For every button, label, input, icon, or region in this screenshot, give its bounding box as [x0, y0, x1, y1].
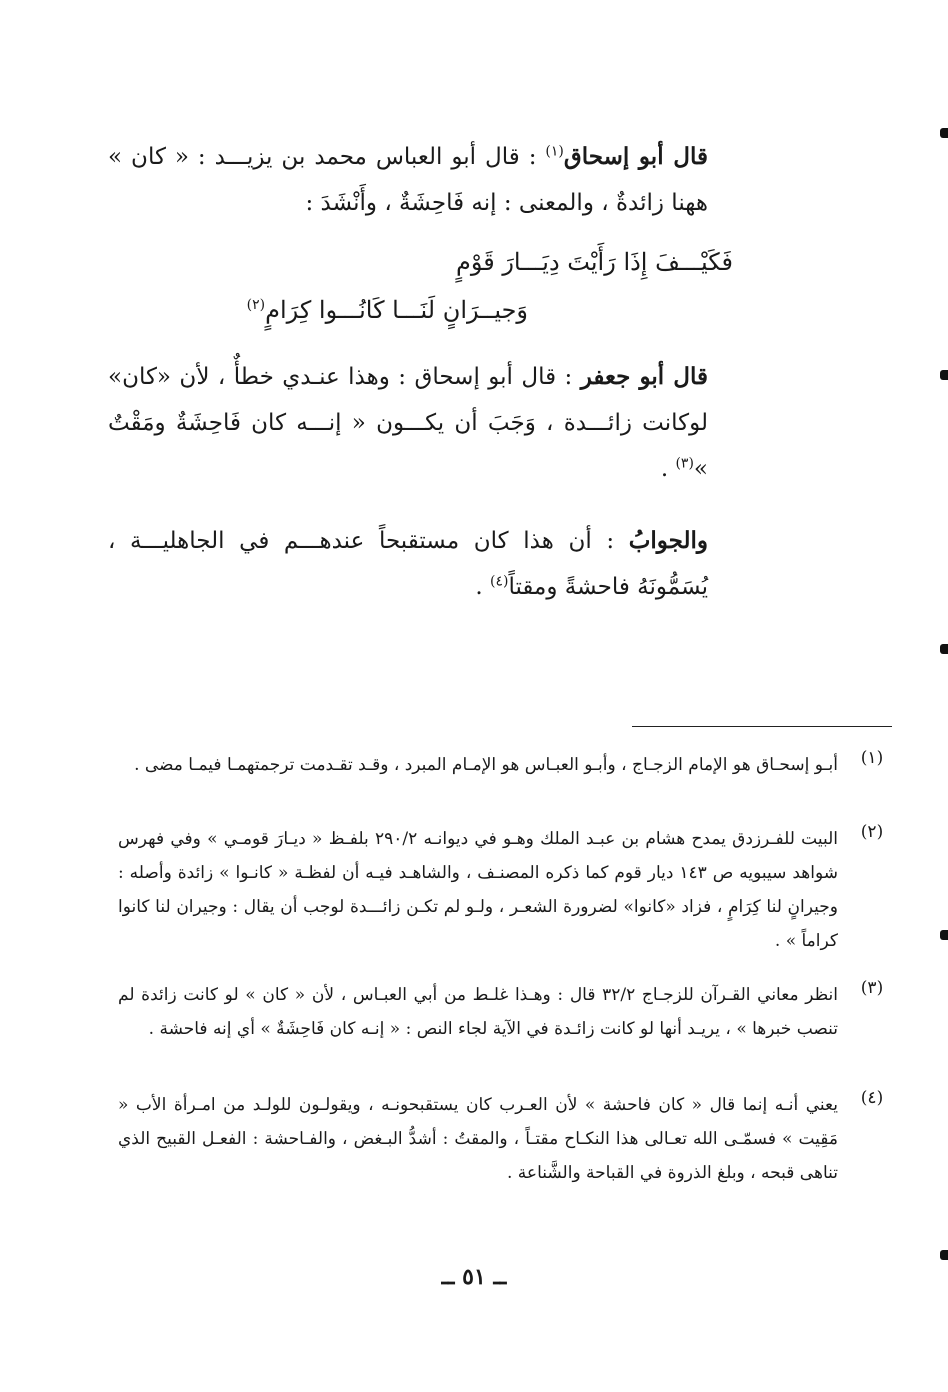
speaker-abu-jafar: قال أبو جعفر: [580, 363, 709, 390]
paragraph-abu-jafar: قال أبو جعفر : قال أبو إسحاق : وهذا عنـدي خطأٌ ، لأن «كان» لوكانت زائـــدة ، وَجَبَ أن يكـــون « إنـــه كان فَاحِشَةٌ ومَقْتٌ »$^{(٣)}$ .: [108, 363, 709, 482]
footnote-1: [118, 748, 884, 782]
paragraph-answer: والجوابُ : أن هذا كان مستقبحاً عندهـــم في الجاهليـــة ، يُسَمُّونَهُ فاحشةً ومقتاً$^{(٤)}$ .: [108, 527, 708, 600]
answer-label: والجوابُ: [628, 527, 708, 554]
paragraph-text: : قال أبو العباس محمد بن يزيـــد : « كان » ههنا زائدةٌ ، والمعنى : إنه فَاحِشَةٌ ، وأَنْشَدَ :: [108, 144, 708, 216]
footnote-ref-1[interactable]: (١): [545, 143, 564, 160]
footnote-3: [118, 978, 884, 1046]
footnote-text: أبـو إسحـاق هو الإمام الزجـاج ، وأبـو العبـاس هو الإمـام المبرد ، وقـد تقـدمت ترجمتهمـا فيمـا مضى .: [134, 755, 838, 775]
footnote-number: (٤): [860, 1088, 884, 1108]
footnote-number: (٢): [860, 822, 884, 842]
scan-edge-mark: [940, 370, 948, 380]
footnote-ref-3[interactable]: (٣): [675, 455, 694, 472]
footnote-ref-4[interactable]: (٤): [489, 573, 509, 590]
page-number: ــ ٥١ ــ: [441, 1264, 507, 1290]
footnote-text: البيت للفـرزدق يمدح هشام بن عبـد الملك وهـو في ديوانـه ٢٩٠/٢ بلفـظ « ديـارَ قومـي » وفي فهرس شواهد سيبويه ص ١٤٣ ديار قوم كما ذكره المصنـف ، والشاهـد فيـه أن لفظـة « كانـوا » زائدة وأصله : وجيرانٍ لنا كِرَامٍ ، فزاد «كانوا» لضرورة الشعـر ، ولـو لم تكـن زائـــدة لوجب أن يقال : وجيران لنا كانوا كراماً » .: [118, 829, 838, 951]
scan-edge-mark: [940, 930, 948, 940]
footnote-4: [118, 1088, 884, 1190]
scan-edge-mark: [940, 644, 948, 654]
scan-edge-mark: [940, 128, 948, 138]
footnote-number: (١): [860, 748, 884, 768]
footnote-separator: [632, 726, 892, 727]
verse-line-1: فَكَيْـــفَ إِذَا رَأَيْتَ دِيَـــارَ قَوْمٍ: [455, 248, 733, 276]
paragraph-text: : قال أبو إسحاق : وهذا عنـدي خطأٌ ، لأن «كان» لوكانت زائـــدة ، وَجَبَ أن يكـــون « إنـــه كان فَاحِشَةٌ ومَقْتٌ »: [108, 364, 708, 482]
paragraph-text: : أن هذا كان مستقبحاً عندهـــم في الجاهليـــة ، يُسَمُّونَهُ فاحشةً ومقتاً: [108, 528, 708, 600]
footnote-2: [118, 822, 884, 958]
footnote-ref-2[interactable]: (٢): [246, 297, 266, 313]
footnote-text: انظر معاني القـرآن للزجـاج ٣٢/٢ قال : وهـذا غلـط من أبي العبـاس ، لأن « كان » لو كانت زائدة لم تنصب خبرها » ، يريـد أنها لو كانت زائـدة في الآية لجاء النص : « إنـه كان فَاحِشَةٌ » أي إنه فاحشة .: [118, 985, 838, 1039]
footnote-number: (٣): [860, 978, 884, 998]
scan-edge-mark: [940, 1250, 948, 1260]
speaker-abu-ishaq: قال أبو إسحاق: [563, 143, 708, 170]
verse-line-2: [247, 296, 528, 324]
footnote-text: يعني أنـه إنما قال « كان فاحشة » لأن العـرب كان يستقبحونـه ، ويقولـون للولـد من امـرأة الأب « مَقِيت » فسمّـى الله تعـالى هذا النكـاح مقتـاً ، والمقتُ : أشدُّ البـغض ، والفـاحشة : الفعـل القبيح الذي تناهى قبحه ، وبلغ الذروة في القباحة والشَّناعة .: [118, 1095, 838, 1183]
verse-line-2-text: وَجيــرَانٍ لَنَـــا كَانُـــوا كِرَامٍ: [265, 296, 528, 324]
paragraph-abu-ishaq: [108, 134, 708, 226]
